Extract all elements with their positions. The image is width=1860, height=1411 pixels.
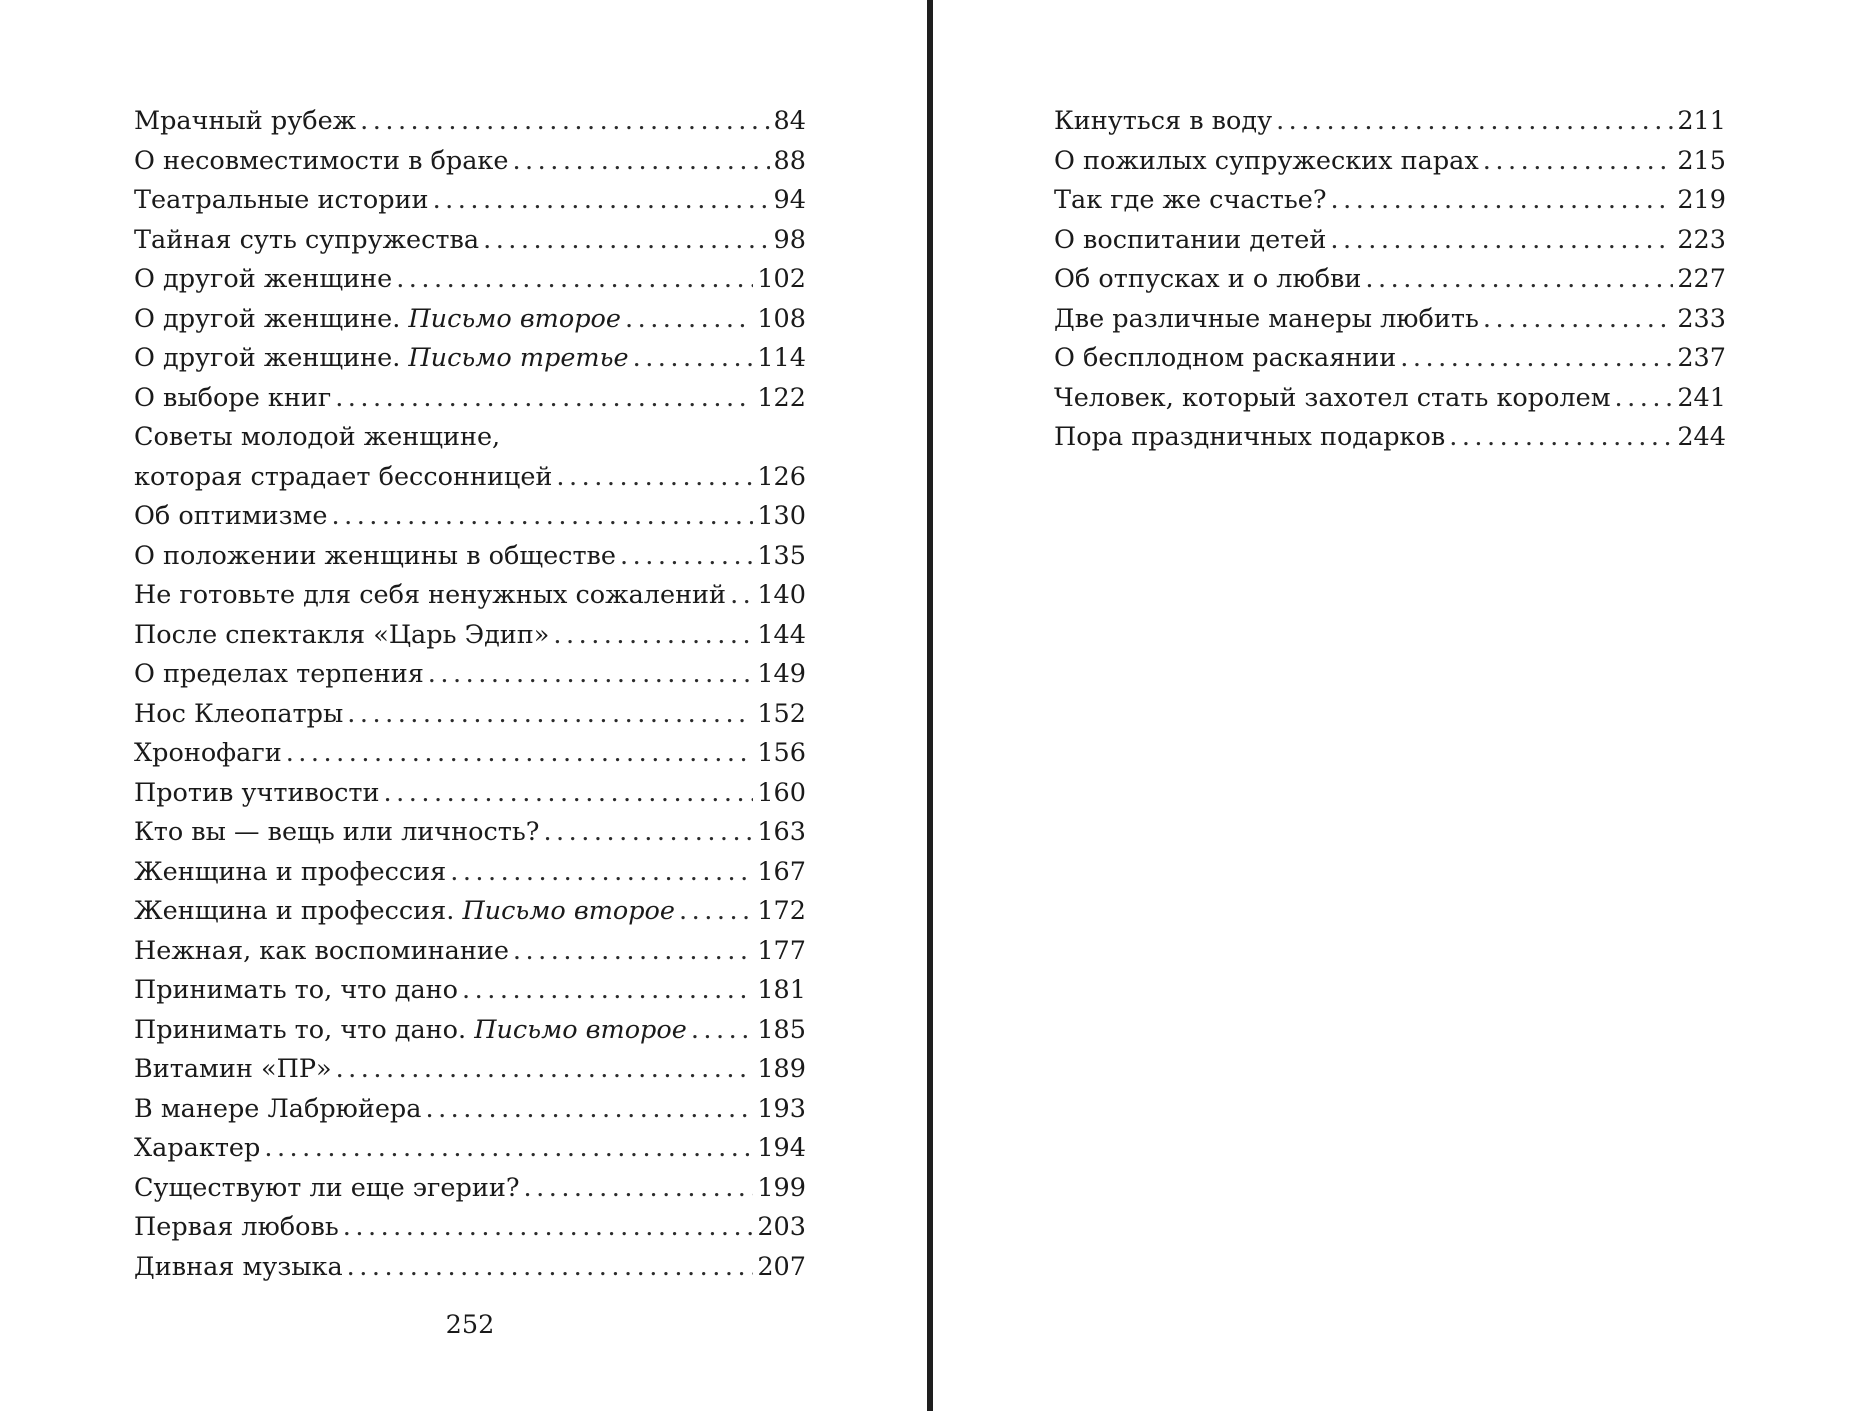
toc-entry-title-text: О другой женщине	[134, 264, 393, 294]
toc-entry-title-text: Об отпусках и о любви	[1054, 264, 1362, 294]
toc-entry	[134, 497, 806, 537]
toc-entry-title-text: Театральные истории	[134, 185, 429, 215]
toc-entry-title-text: Существуют ли еще эгерии?	[134, 1172, 520, 1203]
toc-entry-page-number: 177	[757, 935, 806, 966]
toc-entry-title	[134, 734, 282, 774]
toc-entry	[134, 339, 806, 379]
dot-leader	[462, 971, 753, 1011]
toc-entry-page-number: 199	[757, 1172, 806, 1203]
toc-entry-title	[134, 813, 539, 853]
toc-entry	[1054, 181, 1726, 221]
toc-entry-page-number: 84	[773, 106, 806, 136]
toc-entry-page-number: 126	[757, 461, 806, 492]
dot-leader	[730, 576, 753, 616]
toc-entry-title-text: Дивная музыка	[134, 1251, 343, 1282]
dot-leader	[331, 497, 753, 537]
toc-entry-title-text: Пора праздничных подарков	[1054, 422, 1446, 452]
dot-leader	[543, 813, 753, 853]
toc-entry-title-text: Принимать то, что дано	[134, 975, 459, 1005]
toc-entry	[1054, 221, 1726, 261]
toc-entry-title	[134, 616, 549, 656]
toc-entry-page-number: 160	[757, 777, 806, 808]
dot-leader	[524, 1169, 754, 1209]
toc-entry	[134, 1011, 806, 1051]
toc-entry-page-number: 194	[757, 1133, 806, 1163]
toc-entry-page-number: 149	[757, 659, 806, 689]
toc-entry-title-text: Так где же счастье?	[1054, 185, 1327, 215]
dot-leader	[512, 142, 769, 182]
dot-leader	[1331, 181, 1674, 221]
dot-leader	[553, 616, 753, 656]
toc-entry-title-text: О другой женщине.	[134, 303, 409, 334]
dot-leader	[620, 537, 753, 577]
toc-entry-title	[134, 932, 509, 972]
toc-entry	[134, 1050, 806, 1090]
toc-entry	[134, 1090, 806, 1130]
toc-entry	[134, 1208, 806, 1248]
toc-entry-page-number: 185	[757, 1014, 806, 1045]
toc-entry-title	[1054, 221, 1326, 261]
dot-leader	[425, 1090, 753, 1130]
toc-entry-page-number: 233	[1677, 303, 1726, 334]
page-gutter-divider	[927, 0, 933, 1411]
toc-entry-title	[134, 102, 356, 142]
toc-entry-title-text: О пожилых супружеских парах	[1054, 145, 1479, 176]
toc-entry	[1054, 339, 1726, 379]
toc-entry-title	[134, 1208, 339, 1248]
toc-entry-title-text: О бесплодном раскаянии	[1054, 343, 1397, 373]
toc-entry-line2	[134, 458, 806, 498]
toc-entry-page-number: 94	[773, 185, 806, 215]
toc-entry-title-line1: Советы молодой женщине,	[134, 422, 501, 452]
toc-entry	[134, 1248, 806, 1288]
toc-entry-title	[134, 1050, 332, 1090]
toc-entry	[134, 695, 806, 735]
dot-leader	[396, 260, 753, 300]
toc-entry-title-text: Тайная суть супружества	[134, 224, 480, 255]
toc-entry-title	[134, 221, 479, 261]
toc-entry-page-number: 167	[757, 856, 806, 887]
toc-entry-title	[134, 1248, 343, 1288]
toc-entry-title-italic: Письмо второе	[462, 896, 676, 926]
toc-entry-title-text: Принимать то, что дано.	[134, 1014, 475, 1045]
page-number: 252	[445, 1310, 495, 1340]
toc-entry	[134, 1129, 806, 1169]
toc-entry	[134, 655, 806, 695]
dot-leader	[625, 300, 753, 340]
toc-entry-title-text: О другой женщине.	[134, 343, 409, 373]
toc-entry-title-text: которая страдает бессонницей	[134, 461, 553, 492]
toc-entry-title	[134, 142, 508, 182]
toc-entry-title-text: В манере Лабрюйера	[134, 1093, 422, 1124]
toc-entry-page-number: 163	[757, 817, 806, 847]
dot-leader	[384, 774, 754, 814]
toc-entry-page-number: 193	[757, 1093, 806, 1124]
toc-entry-page-number: 130	[757, 501, 806, 531]
toc-entry	[134, 971, 806, 1011]
toc-entry	[134, 1169, 806, 1209]
dot-leader	[336, 1050, 754, 1090]
toc-entry-title	[134, 576, 726, 616]
toc-entry-title	[1054, 102, 1272, 142]
toc-entry-page-number: 114	[757, 343, 806, 373]
toc-entry	[134, 853, 806, 893]
dot-leader	[347, 1248, 754, 1288]
toc-entry-page-number: 156	[757, 738, 806, 768]
toc-entry	[134, 221, 806, 261]
toc-entry-title-text: Женщина и профессия	[134, 856, 447, 887]
toc-entry	[134, 813, 806, 853]
toc-entry-title-text: Нос Клеопатры	[134, 698, 344, 729]
dot-leader	[286, 734, 754, 774]
dot-leader	[360, 102, 769, 142]
toc-entry-title	[1054, 379, 1611, 419]
toc-entry	[134, 418, 806, 497]
right-page-toc	[1054, 102, 1726, 458]
toc-entry-page-number: 152	[757, 698, 806, 729]
toc-entry	[134, 734, 806, 774]
toc-entry-title	[1054, 142, 1479, 182]
toc-entry	[134, 616, 806, 656]
toc-entry-page-number: 207	[757, 1251, 806, 1282]
dot-leader	[1400, 339, 1673, 379]
toc-entry-title	[134, 339, 629, 379]
toc-entry-title-text: О пределах терпения	[134, 659, 424, 689]
toc-entry-page-number: 189	[757, 1054, 806, 1084]
toc-entry-title	[134, 379, 331, 419]
toc-entry	[134, 774, 806, 814]
toc-entry-page-number: 108	[757, 303, 806, 334]
dot-leader	[633, 339, 754, 379]
dot-leader	[1483, 300, 1673, 340]
toc-entry-title	[134, 1090, 421, 1130]
toc-entry	[134, 379, 806, 419]
dot-leader	[264, 1129, 753, 1169]
toc-entry-title	[1054, 339, 1396, 379]
toc-entry-page-number: 219	[1677, 185, 1726, 215]
toc-entry-page-number: 98	[773, 224, 806, 255]
toc-entry-page-number: 241	[1677, 382, 1726, 413]
toc-entry-title-text: О воспитании детей	[1054, 224, 1327, 255]
toc-entry-title	[134, 1169, 520, 1209]
dot-leader	[335, 379, 753, 419]
toc-entry-page-number: 102	[757, 264, 806, 294]
toc-entry-page-number: 88	[773, 145, 806, 176]
toc-entry	[1054, 142, 1726, 182]
toc-entry-title	[134, 655, 424, 695]
toc-entry-title-text: Женщина и профессия.	[134, 896, 463, 926]
dot-leader	[343, 1208, 754, 1248]
toc-entry-title-text: О выборе книг	[134, 382, 332, 413]
toc-entry-title	[1054, 181, 1327, 221]
toc-entry-title-italic: Письмо третье	[408, 343, 629, 373]
toc-entry-page-number: 223	[1677, 224, 1726, 255]
toc-entry-page-number: 244	[1677, 422, 1726, 452]
toc-entry-title	[1054, 418, 1445, 458]
toc-entry-page-number: 140	[757, 580, 806, 610]
toc-entry-page-number: 122	[757, 382, 806, 413]
toc-entry-page-number: 172	[757, 896, 806, 926]
toc-entry-title-text: Мрачный рубеж	[134, 106, 357, 136]
toc-entry	[1054, 418, 1726, 458]
toc-entry	[134, 537, 806, 577]
left-page-toc	[134, 102, 806, 1287]
toc-entry-title-text: Характер	[134, 1133, 261, 1163]
toc-entry-title-text: Хронофаги	[134, 738, 282, 768]
toc-entry	[134, 932, 806, 972]
dot-leader	[1365, 260, 1673, 300]
toc-entry-title	[134, 497, 327, 537]
toc-entry-title	[134, 1129, 260, 1169]
toc-entry-title-text: Две различные манеры любить	[1054, 303, 1479, 334]
dot-leader	[1330, 221, 1673, 261]
dot-leader	[691, 1011, 754, 1051]
toc-entry-title-text: Нежная, как воспоминание	[134, 935, 509, 966]
dot-leader	[450, 853, 753, 893]
toc-entry-page-number: 211	[1677, 106, 1726, 136]
toc-entry-title-italic: Письмо второе	[474, 1014, 687, 1045]
toc-entry-page-number: 135	[757, 540, 806, 571]
dot-leader	[1615, 379, 1674, 419]
toc-entry-title-text: Против учтивости	[134, 777, 380, 808]
toc-entry	[134, 102, 806, 142]
toc-entry	[1054, 260, 1726, 300]
toc-entry-title-text: Первая любовь	[134, 1212, 339, 1242]
toc-entry-title	[134, 695, 343, 735]
toc-entry-title	[134, 971, 458, 1011]
toc-entry	[134, 892, 806, 932]
toc-entry-page-number: 144	[757, 619, 806, 650]
dot-leader	[556, 458, 753, 498]
toc-entry-page-number: 203	[757, 1212, 806, 1242]
toc-entry-page-number: 215	[1677, 145, 1726, 176]
toc-entry-page-number: 181	[757, 975, 806, 1005]
toc-entry-title	[1054, 260, 1361, 300]
dot-leader	[679, 892, 753, 932]
toc-entry	[134, 181, 806, 221]
toc-entry-title	[134, 260, 392, 300]
toc-entry-title	[134, 537, 616, 577]
toc-entry-title	[134, 300, 621, 340]
toc-entry-title-text: Кто вы — вещь или личность?	[134, 817, 540, 847]
dot-leader	[1449, 418, 1673, 458]
dot-leader	[1483, 142, 1674, 182]
toc-entry-title-text: Кинуться в воду	[1054, 106, 1273, 136]
toc-entry-title-text: О несовместимости в браке	[134, 145, 509, 176]
toc-entry-title	[1054, 300, 1479, 340]
toc-entry-title	[134, 892, 675, 932]
dot-leader	[347, 695, 753, 735]
toc-entry	[134, 260, 806, 300]
dot-leader	[483, 221, 769, 261]
toc-entry-title-text: После спектакля «Царь Эдип»	[134, 619, 550, 650]
toc-entry	[134, 300, 806, 340]
dot-leader	[428, 655, 754, 695]
toc-entry-title-text: Витамин «ПР»	[134, 1054, 332, 1084]
toc-entry-title-text: О положении женщины в обществе	[134, 540, 616, 571]
toc-entry-page-number: 227	[1677, 264, 1726, 294]
dot-leader	[433, 181, 770, 221]
dot-leader	[513, 932, 753, 972]
toc-entry-title-text: Об оптимизме	[134, 501, 328, 531]
dot-leader	[1276, 102, 1673, 142]
toc-entry	[1054, 102, 1726, 142]
toc-entry-title	[134, 774, 380, 814]
toc-entry-title-text: Не готовьте для себя ненужных сожалений	[134, 580, 727, 610]
toc-entry-title-text: Человек, который захотел стать королем	[1054, 382, 1611, 413]
toc-entry-title	[134, 853, 446, 893]
toc-entry-page-number: 237	[1677, 343, 1726, 373]
toc-entry-title	[134, 1011, 687, 1051]
toc-entry	[134, 142, 806, 182]
toc-entry-title	[134, 181, 429, 221]
toc-entry	[1054, 300, 1726, 340]
toc-entry	[134, 576, 806, 616]
toc-entry	[1054, 379, 1726, 419]
toc-entry-title	[134, 458, 552, 498]
toc-entry-title-italic: Письмо второе	[408, 303, 621, 334]
